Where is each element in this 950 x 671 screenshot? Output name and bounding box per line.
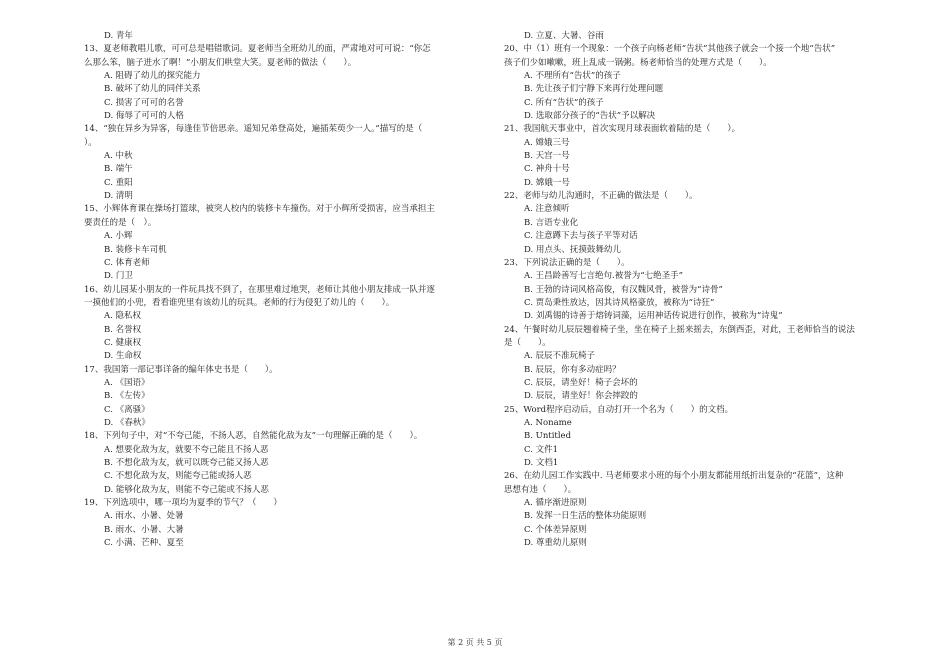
answer-option: C. 注意蹲下去与孩子平等对话	[524, 231, 638, 242]
question-text: 15、小辉体育课在操场打篮球，被突人校内的装修卡车撞伤。对于小辉所受损害，应当承担主	[84, 204, 435, 215]
question-text: 是（ ）。	[504, 337, 551, 348]
question-text: 要责任的是（ ）。	[84, 217, 157, 228]
answer-option: B. 天宫一号	[524, 151, 570, 162]
question-text: 14、“独在异乡为异客，每逢佳节倍思亲。遥知兄弟登高处，遍插茱萸少一人。”描写的是（	[84, 124, 423, 135]
answer-option: A. 想要化敌为友，就要不夸己能且不扬人恶	[104, 444, 269, 455]
answer-option: D. 门卫	[104, 271, 133, 282]
answer-option: B. 发挥一日生活的整体功能原则	[524, 511, 647, 522]
answer-option: C. 个体差异原则	[524, 524, 587, 535]
question-text: 思想有违（ ）。	[504, 484, 577, 495]
answer-option: D. 侮辱了可可的人格	[104, 111, 184, 122]
answer-option: D. 能够化敌为友，则能不夸己能或不扬人恶	[104, 484, 269, 495]
question-text: 16、幼儿园某小朋友的一件玩具找不到了，在那里难过地哭，老师让其他小朋友排成一队并逐	[84, 284, 435, 295]
answer-option: B. 破坏了幼儿的同伴关系	[104, 84, 201, 95]
question-text: 17、我国第一部记事详备的编年体史书是（ ）。	[84, 364, 278, 375]
answer-option: A. 不理所有“告状”的孩子	[524, 71, 621, 82]
answer-option: C. 体育老师	[104, 257, 150, 268]
answer-option: D. 嫦娥一号	[524, 177, 570, 188]
answer-option: D. 文档1	[524, 458, 559, 468]
answer-option: A. 王昌龄善写七言绝句.被誉为“七绝圣手”	[524, 271, 683, 282]
answer-option: C. 健康权	[104, 337, 142, 348]
question-text: 26、在幼儿园工作实践中. 马老师要求小班的每个小朋友都能用纸折出复杂的“花篮”，这种	[504, 471, 844, 482]
answer-option: A. 雨水、小暑、处暑	[104, 511, 184, 522]
question-text: 13、夏老师教唱儿歌，可可总是唱错歌词。夏老师当全班幼儿的面，严肃地对可可说：“你怎	[84, 44, 431, 55]
question-text: 24、午餐时幼儿辰辰翘着椅子坐，坐在椅子上摇来摇去，东倒西歪，对此，王老师恰当的说法	[504, 324, 855, 335]
answer-option: A. 注意倾听	[524, 204, 570, 215]
answer-option: B. 王勃的诗词风格高俊，有汉魏风骨，被誉为“诗骨”	[524, 284, 723, 295]
answer-option: A. 阻碍了幼儿的探究能力	[104, 71, 201, 82]
answer-option: C. 辰辰，请坐好！椅子会坏的	[524, 377, 638, 388]
answer-option: B. 《左传》	[104, 391, 150, 402]
answer-option: A. Noname	[524, 417, 572, 428]
answer-option: B. 先让孩子们宁静下来再行处理问题	[524, 84, 664, 95]
question-text: 21、我国航天事业中，首次实现月球表面软着陆的是（ ）。	[504, 124, 741, 135]
answer-option: B. Untitled	[524, 431, 572, 442]
answer-option: A. 循序渐进原则	[524, 498, 587, 509]
answer-option: B. 装修卡车司机	[104, 244, 167, 255]
question-text: ）。	[84, 137, 97, 148]
answer-option: B. 名誉权	[104, 324, 142, 335]
answer-option: C. 重阳	[104, 177, 133, 188]
answer-option: D. 选取部分孩子的“告状”予以解决	[524, 111, 656, 122]
answer-option: C. 所有“告状”的孩子	[524, 97, 604, 108]
question-text: 23、下列说法正确的是（ ）。	[504, 257, 630, 268]
answer-option: D. 《春秋》	[104, 417, 150, 428]
answer-option: D. 生命权	[104, 351, 142, 362]
answer-option: C. 《离骚》	[104, 404, 150, 415]
question-text: 一摸他们的小兜，看看谁兜里有该幼儿的玩具。老师的行为侵犯了幼儿的（ ）。	[84, 297, 395, 308]
answer-option: B. 雨水、小暑、大暑	[104, 524, 184, 535]
question-text: 18、下列句子中，对“不夸己能，不扬人恶，自然能化敌为友”一句理解正确的是（ ）。	[84, 431, 423, 442]
answer-option: D. 立夏、大暑、谷雨	[524, 31, 604, 41]
answer-option: A. 《国语》	[104, 377, 150, 388]
answer-option: D. 青年	[104, 31, 133, 41]
question-text: 孩子们少如嗽嗽，班上乱成一锅粥。杨老师恰当的处理方式是（ ）。	[504, 57, 772, 68]
answer-option: B. 辰辰，你有多动症吗？	[524, 364, 621, 375]
answer-option: C. 小满、芒种、夏至	[104, 538, 184, 549]
answer-option: A. 中秋	[104, 151, 133, 162]
answer-option: B. 言语专业化	[524, 217, 579, 228]
question-text: 20、中（1）班有一个现象：一个孩子向杨老师“告状”其他孩子就会一个接一个地“告状”	[504, 44, 836, 55]
answer-option: D. 用点头、抚摸鼓舞幼儿	[524, 244, 621, 255]
page-footer: 第 2 页 共 5 页	[447, 638, 503, 647]
answer-option: C. 损害了可可的名誉	[104, 97, 184, 108]
answer-option: C. 贾岛秉性放达，因其诗风格豪放，被称为“诗狂”	[524, 297, 715, 308]
left-column	[84, 30, 484, 550]
question-text: 25、Word程序启动后，自动打开一个名为（ ）的文档。	[504, 404, 734, 415]
question-text: 19、下列选项中，哪一项均为夏季的节气？（ ）	[84, 498, 282, 509]
answer-option: C. 文件1	[524, 444, 559, 455]
question-text: 么那么笨，脑子进水了啊！”小朋友们哄堂大笑。夏老师的做法（ ）。	[84, 57, 357, 68]
answer-option: D. 辰辰，请坐好！你会摔跤的	[524, 391, 638, 402]
answer-option: D. 清明	[104, 191, 133, 202]
answer-option: D. 刘禹锡的诗善于熔铸词藻，运用神话传说进行创作，被称为“诗鬼”	[524, 311, 783, 322]
answer-option: B. 不想化敌为友，就可以既夸己能又扬人恶	[104, 458, 269, 468]
answer-option: A. 嫦娥三号	[524, 137, 570, 148]
answer-option: D. 尊重幼儿原则	[524, 538, 587, 549]
answer-option: A. 辰辰不准玩椅子	[524, 351, 596, 362]
question-text: 22、老师与幼儿沟通时，不正确的做法是（ ）。	[504, 191, 698, 202]
answer-option: A. 小辉	[104, 231, 133, 242]
right-column	[504, 30, 914, 550]
answer-option: A. 隐私权	[104, 311, 142, 322]
answer-option: C. 神舟十号	[524, 164, 570, 175]
answer-option: C. 不想化敌为友，则能夸己能或扬人恶	[104, 471, 252, 482]
answer-option: B. 端午	[104, 164, 133, 175]
